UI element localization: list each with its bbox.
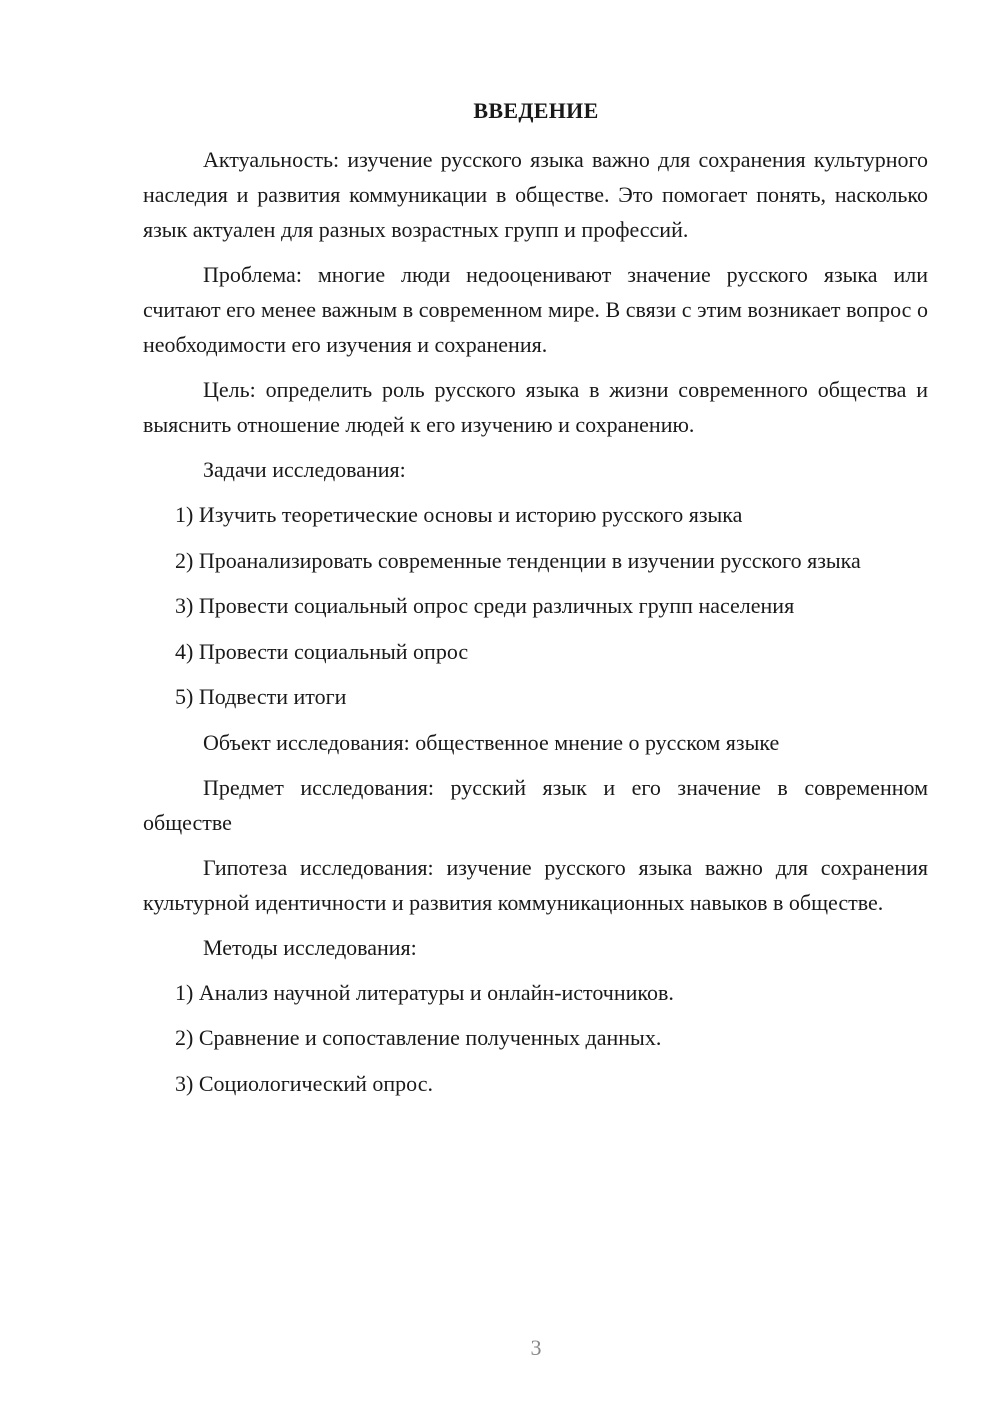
method-item-3: 3) Социологический опрос. bbox=[175, 1070, 433, 1096]
task-item-1: 1) Изучить теоретические основы и историю русского языка bbox=[175, 502, 743, 527]
paragraph-goal: Цель: определить роль русского языка в жизни современного общества и выяснить отношение людей к его изучению и сохранению. bbox=[143, 377, 928, 437]
task-item-3: 3) Провести социальный опрос среди различных групп населения bbox=[175, 593, 795, 618]
task-item-2: 2) Проанализировать современные тенденции в изучении русского языка bbox=[175, 547, 861, 573]
page-title: ВВЕДЕНИЕ bbox=[473, 98, 599, 123]
method-item-1: 1) Анализ научной литературы и онлайн-источников. bbox=[175, 979, 674, 1005]
method-item-2: 2) Сравнение и сопоставление полученных данных. bbox=[175, 1025, 662, 1050]
tasks-heading: Задачи исследования: bbox=[203, 457, 406, 482]
methods-heading: Методы исследования: bbox=[203, 934, 417, 960]
paragraph-subject: Предмет исследования: русский язык и его значение в современном обществе bbox=[143, 774, 928, 835]
task-item-4: 4) Провести социальный опрос bbox=[175, 638, 469, 664]
paragraph-hypothesis: Гипотеза исследования: изучение русского языка важно для сохранения культурной идентичности и развития коммуникационных навыков в обществе. bbox=[143, 854, 928, 915]
paragraph-problem: Проблема: многие люди недооценивают значение русского языка или считают его менее важным в современном мире. В связи с этим возникает вопрос о необходимости его изучения и сохранения. bbox=[143, 262, 928, 357]
task-item-5: 5) Подвести итоги bbox=[175, 684, 347, 709]
paragraph-relevance: Актуальность: изучение русского языка важно для сохранения культурного наследия и развития коммуникации в обществе. Это помогает понять, насколько язык актуален для разных возрастных групп и профессий. bbox=[143, 147, 928, 242]
page-number: 3 bbox=[530, 1335, 542, 1360]
body-text bbox=[143, 142, 928, 1111]
paragraph-object: Объект исследования: общественное мнение о русском языке bbox=[203, 729, 780, 755]
